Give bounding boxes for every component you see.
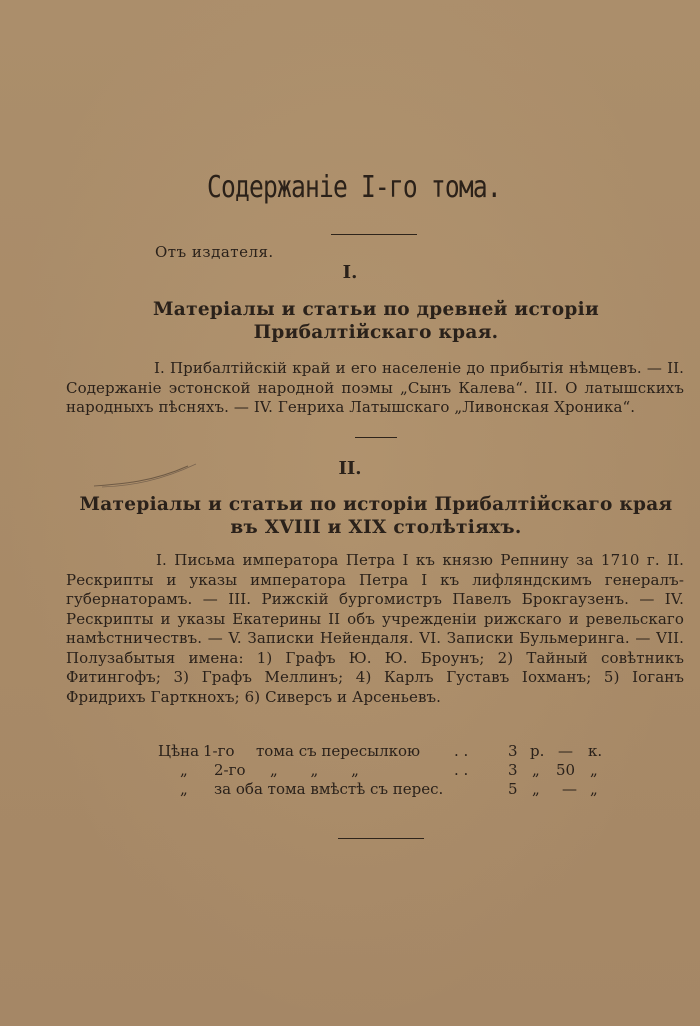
from-publisher: Отъ издателя. xyxy=(155,243,274,261)
price-label: Цѣна xyxy=(158,742,200,760)
section1-text: I. Прибалтійскій край и его населеніе до прибытія нѣмцевъ. — II. Содержаніе эстонской народной поэмы „Сынъ Калева“. III. О латышскихъ народныхъ пѣсняхъ. — IV. Генриха Латышскаго „Ливонская Хроника“. xyxy=(66,359,684,416)
price-desc: тома съ пересылкою xyxy=(256,742,421,760)
page-title: Содержаніе І-го тома. xyxy=(207,170,501,205)
price-rubles: 3 xyxy=(508,742,518,760)
price-rubles: 3 xyxy=(508,761,518,779)
price-dots: . . xyxy=(454,761,469,779)
price-volume: 2-го xyxy=(214,761,246,779)
price-kop-unit: к. xyxy=(588,742,603,760)
price-rubles: 5 xyxy=(508,780,518,798)
end-divider xyxy=(338,838,424,839)
title-divider xyxy=(331,234,417,235)
price-dots: . . xyxy=(454,742,469,760)
section1-heading: Матеріалы и статьи по древней исторіи Прибалтійскаго края. xyxy=(153,299,599,343)
section2-numeral: II. xyxy=(338,458,362,479)
price-kopecks: 50 xyxy=(556,761,576,779)
price-rub-unit: „ xyxy=(532,780,540,798)
price-label: „ xyxy=(180,761,188,779)
price-rub-unit: р. xyxy=(530,742,545,760)
price-volume: 1-го xyxy=(203,742,235,760)
price-label: „ xyxy=(180,780,188,798)
section-divider xyxy=(355,437,397,438)
price-rub-unit: „ xyxy=(532,761,540,779)
price-desc: „ „ „ xyxy=(270,761,359,779)
section2-text: I. Письма императора Петра I къ князю Репнину за 1710 г. II. Рескрипты и указы императора Петра I къ лифляндскимъ генералъ-губернаторамъ. — III. Рижскій бургомистръ Павелъ Брокгаузенъ. — IV. Рескрипты и указы Екатерины II объ учрежденіи рижскаго и ревельскаго намѣстничествъ. — V. Записки Нейендаля. VI. Записки Бульмеринга. — VII. Полузабытыя имена: 1) Графъ Ю. Ю. Броунъ; 2) Тайный совѣтникъ Фитингофъ; 3) Графъ Меллинъ; 4) Карлъ Густавъ Іохманъ; 5) Іоганъ Фридрихъ Гарткнохъ; 6) Сиверсъ и Арсеньевъ. xyxy=(66,551,684,706)
price-kopecks: — xyxy=(558,742,573,760)
price-desc: за оба тома вмѣстѣ съ перес. xyxy=(214,780,444,798)
price-kop-unit: „ xyxy=(590,780,598,798)
section1-numeral: I. xyxy=(342,262,358,283)
price-kopecks: — xyxy=(562,780,577,798)
section2-heading: Матеріалы и статьи по исторіи Прибалтійскаго края въ XVIII и XIX столѣтіяхъ. xyxy=(79,494,673,538)
price-kop-unit: „ xyxy=(590,761,598,779)
